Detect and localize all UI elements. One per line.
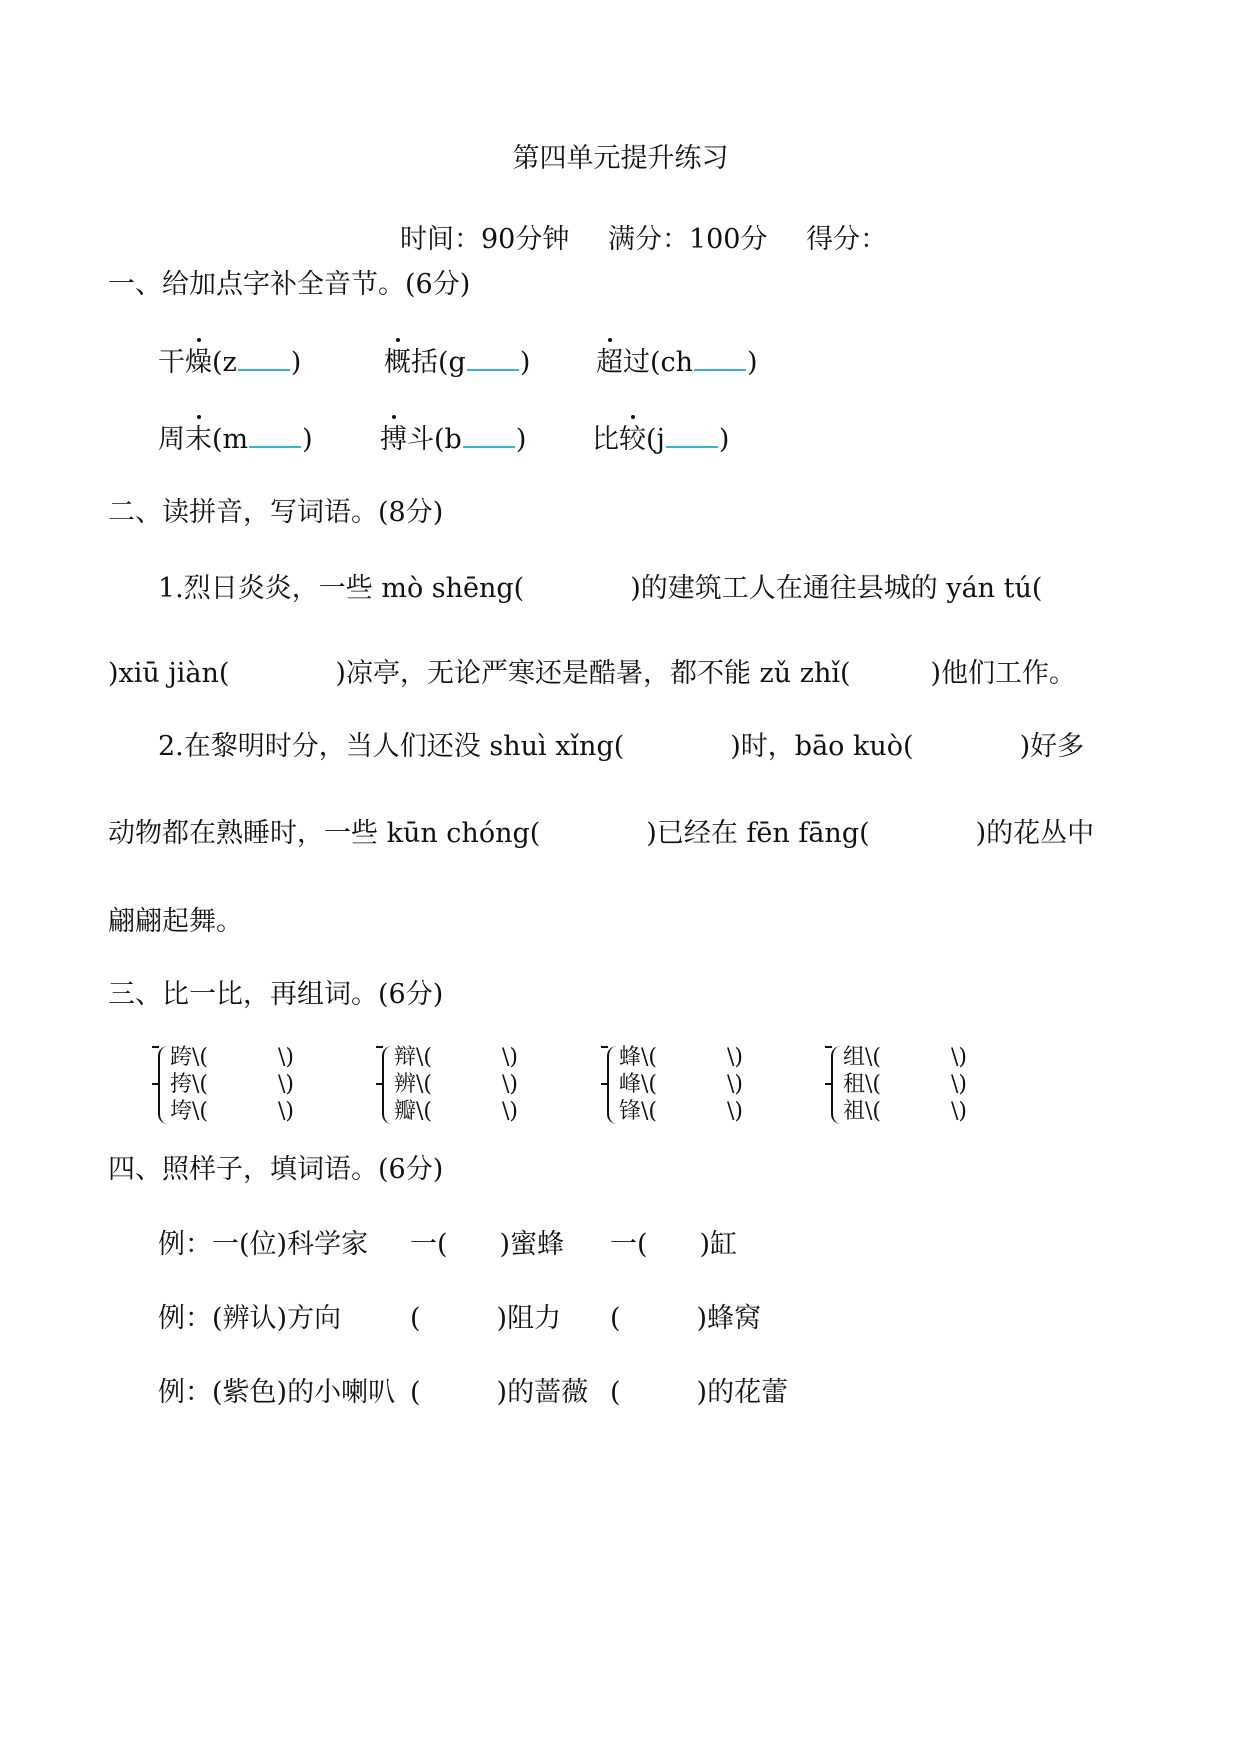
section4-heading: 四、照样子，填词语。(6分) — [108, 1154, 444, 1185]
pinyin-item: 干燥(z ) — [158, 347, 302, 378]
answer-blank[interactable] — [249, 422, 301, 448]
char-compare-group: 组\( \) 租\( \) 祖\( \) — [831, 1044, 967, 1125]
answer-blank[interactable] — [467, 345, 519, 371]
pinyin-item: 超过(ch ) — [596, 347, 758, 378]
answer-space[interactable]: \) — [502, 1099, 519, 1124]
fill-item: ( )蜂窝 — [610, 1303, 762, 1334]
passage-line: 翩翩起舞。 — [108, 906, 243, 937]
char-compare-group: 跨\( \) 挎\( \) 垮\( \) — [158, 1044, 294, 1125]
fill-item: ( )的花蕾 — [610, 1377, 789, 1408]
fill-item: 一( )蜜蜂 — [410, 1229, 565, 1260]
answer-space[interactable]: \) — [278, 1072, 295, 1097]
passage-line: )xiū jiàn( )凉亭，无论严寒还是酷暑，都不能 zǔ zhǐ( )他们工作。 — [108, 658, 1077, 689]
fill-item: ( )的蔷薇 — [410, 1377, 589, 1408]
passage-line: 2.在黎明时分，当人们还没 shuì xǐng( )时，bāo kuò( )好多 — [158, 731, 1085, 762]
answer-space[interactable]: \) — [951, 1072, 968, 1097]
answer-space[interactable]: \) — [727, 1072, 744, 1097]
full-score: 满分：100分 — [607, 224, 768, 255]
char-compare-group: 辩\( \) 辨\( \) 瓣\( \) — [382, 1044, 518, 1125]
answer-space[interactable]: \) — [951, 1045, 968, 1070]
example-text: 例：(辨认)方向 — [158, 1303, 342, 1334]
answer-blank[interactable] — [694, 345, 746, 371]
pinyin-item: 搏斗(b ) — [380, 424, 527, 455]
answer-space[interactable]: \) — [727, 1099, 744, 1124]
passage-line: 动物都在熟睡时，一些 kūn chóng( )已经在 fēn fāng( )的花丛中 — [108, 818, 1095, 849]
brace-icon — [831, 1046, 842, 1124]
answer-space[interactable]: \) — [951, 1099, 968, 1124]
pinyin-item: 周末(m ) — [158, 424, 313, 455]
section1-heading: 一、给加点字补全音节。(6分) — [108, 269, 471, 300]
section2-heading: 二、读拼音，写词语。(8分) — [108, 497, 444, 528]
fill-item: ( )阻力 — [410, 1303, 562, 1334]
pinyin-item: 比较(j ) — [592, 424, 730, 455]
brace-icon — [158, 1046, 169, 1124]
example-text: 例：一(位)科学家 — [158, 1229, 369, 1260]
answer-space[interactable]: \) — [502, 1072, 519, 1097]
example-text: 例：(紫色)的小喇叭 — [158, 1377, 396, 1408]
answer-space[interactable]: \) — [727, 1045, 744, 1070]
brace-icon — [607, 1046, 618, 1124]
brace-icon — [382, 1046, 393, 1124]
answer-blank[interactable] — [666, 422, 718, 448]
answer-blank[interactable] — [238, 345, 290, 371]
page-title: 第四单元提升练习 — [512, 143, 729, 174]
exam-meta — [400, 217, 917, 256]
answer-blank[interactable] — [463, 422, 515, 448]
section3-heading: 三、比一比，再组词。(6分) — [108, 979, 444, 1010]
passage-line: 1.烈日炎炎，一些 mò shēng( )的建筑工人在通往县城的 yán tú( — [158, 573, 1043, 604]
char-compare-group: 蜂\( \) 峰\( \) 锋\( \) — [607, 1044, 743, 1125]
fill-item: 一( )缸 — [610, 1229, 738, 1260]
pinyin-item: 概括(g ) — [384, 347, 531, 378]
answer-space[interactable]: \) — [502, 1045, 519, 1070]
answer-space[interactable]: \) — [278, 1045, 295, 1070]
time-limit: 时间：90分钟 — [400, 224, 570, 255]
answer-space[interactable]: \) — [278, 1099, 295, 1124]
score-field[interactable]: 得分： — [806, 224, 888, 255]
